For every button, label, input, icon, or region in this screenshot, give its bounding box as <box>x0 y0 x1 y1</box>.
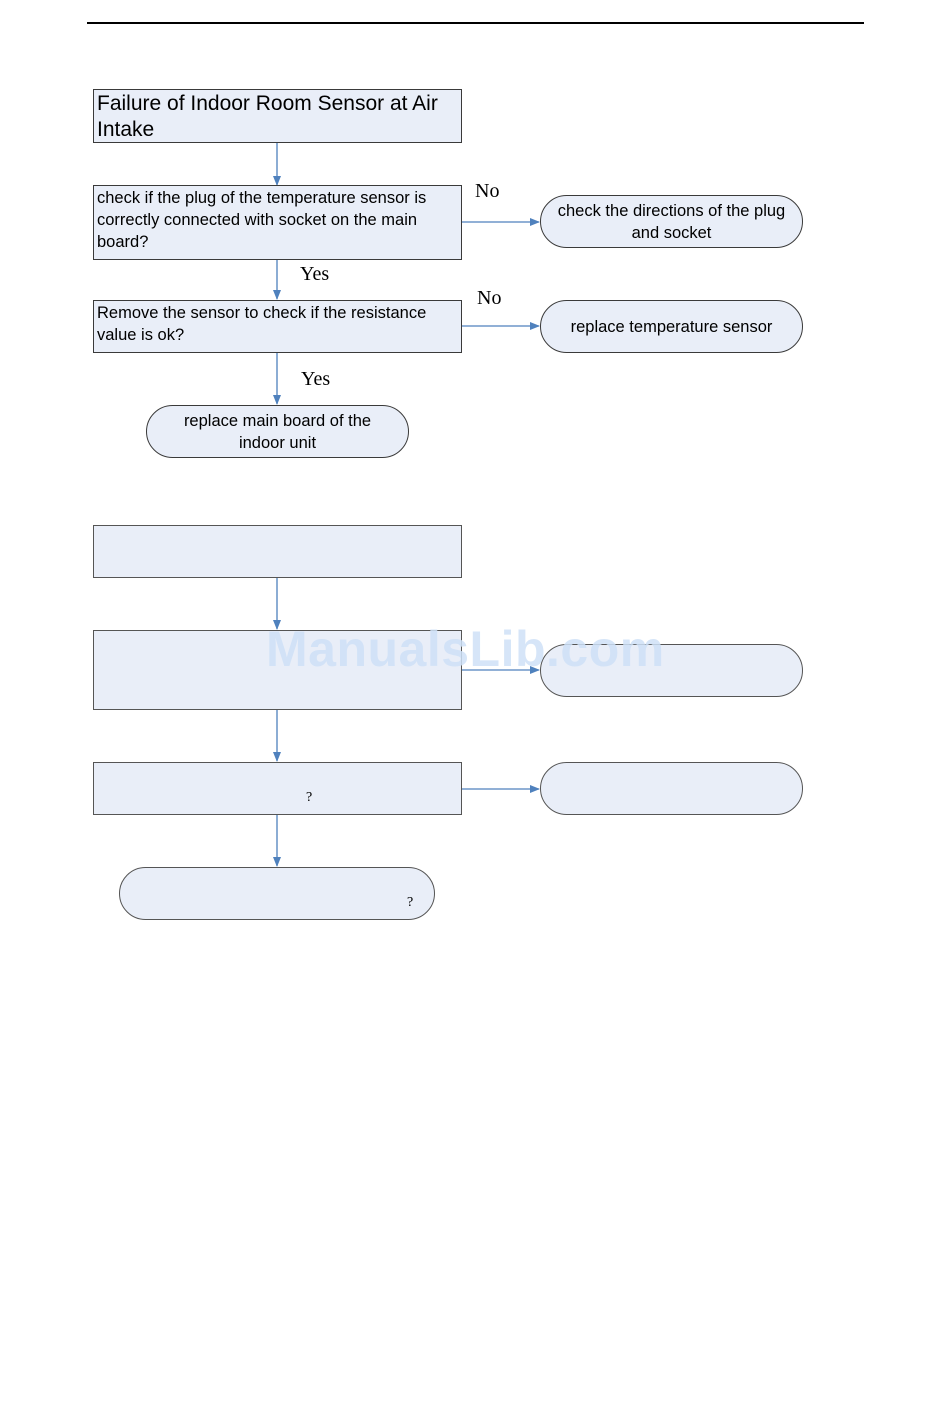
flowchart-2-final-qmark: ? <box>407 895 414 910</box>
watermark: ManualsLib.com <box>266 621 665 677</box>
replace-sensor-box <box>540 300 803 353</box>
label-yes-plug-check: Yes <box>300 263 330 285</box>
check-directions-box <box>540 195 803 248</box>
flowchart-2-step2-qmark: ? <box>306 790 313 805</box>
flowchart-1-title-box <box>93 89 462 143</box>
flowchart-2-action2-box <box>540 762 803 815</box>
plug-check-box <box>93 185 462 260</box>
flowchart-2-final-box <box>119 867 435 920</box>
plug-check-text: check if the plug of the temperature sensor is correctly connected with socket on the main board? <box>97 189 427 251</box>
flowchart-2-step2-box <box>93 762 462 815</box>
label-no-plug-check: No <box>475 180 500 202</box>
label-yes-resistance: Yes <box>301 368 331 390</box>
resistance-check-box <box>93 300 462 353</box>
label-no-resistance: No <box>477 287 502 309</box>
check-directions-text: check the directions of the plug and socket <box>557 201 786 242</box>
replace-sensor-text: replace temperature sensor <box>570 317 773 336</box>
replace-board-box <box>146 405 409 458</box>
flowchart-2-title-box <box>93 525 462 578</box>
flowchart-1-title: Failure of Indoor Room Sensor at Air Intake <box>97 92 438 141</box>
resistance-check-text: Remove the sensor to check if the resistance value is ok? <box>97 304 427 344</box>
replace-board-text: replace main board of the indoor unit <box>183 411 372 452</box>
